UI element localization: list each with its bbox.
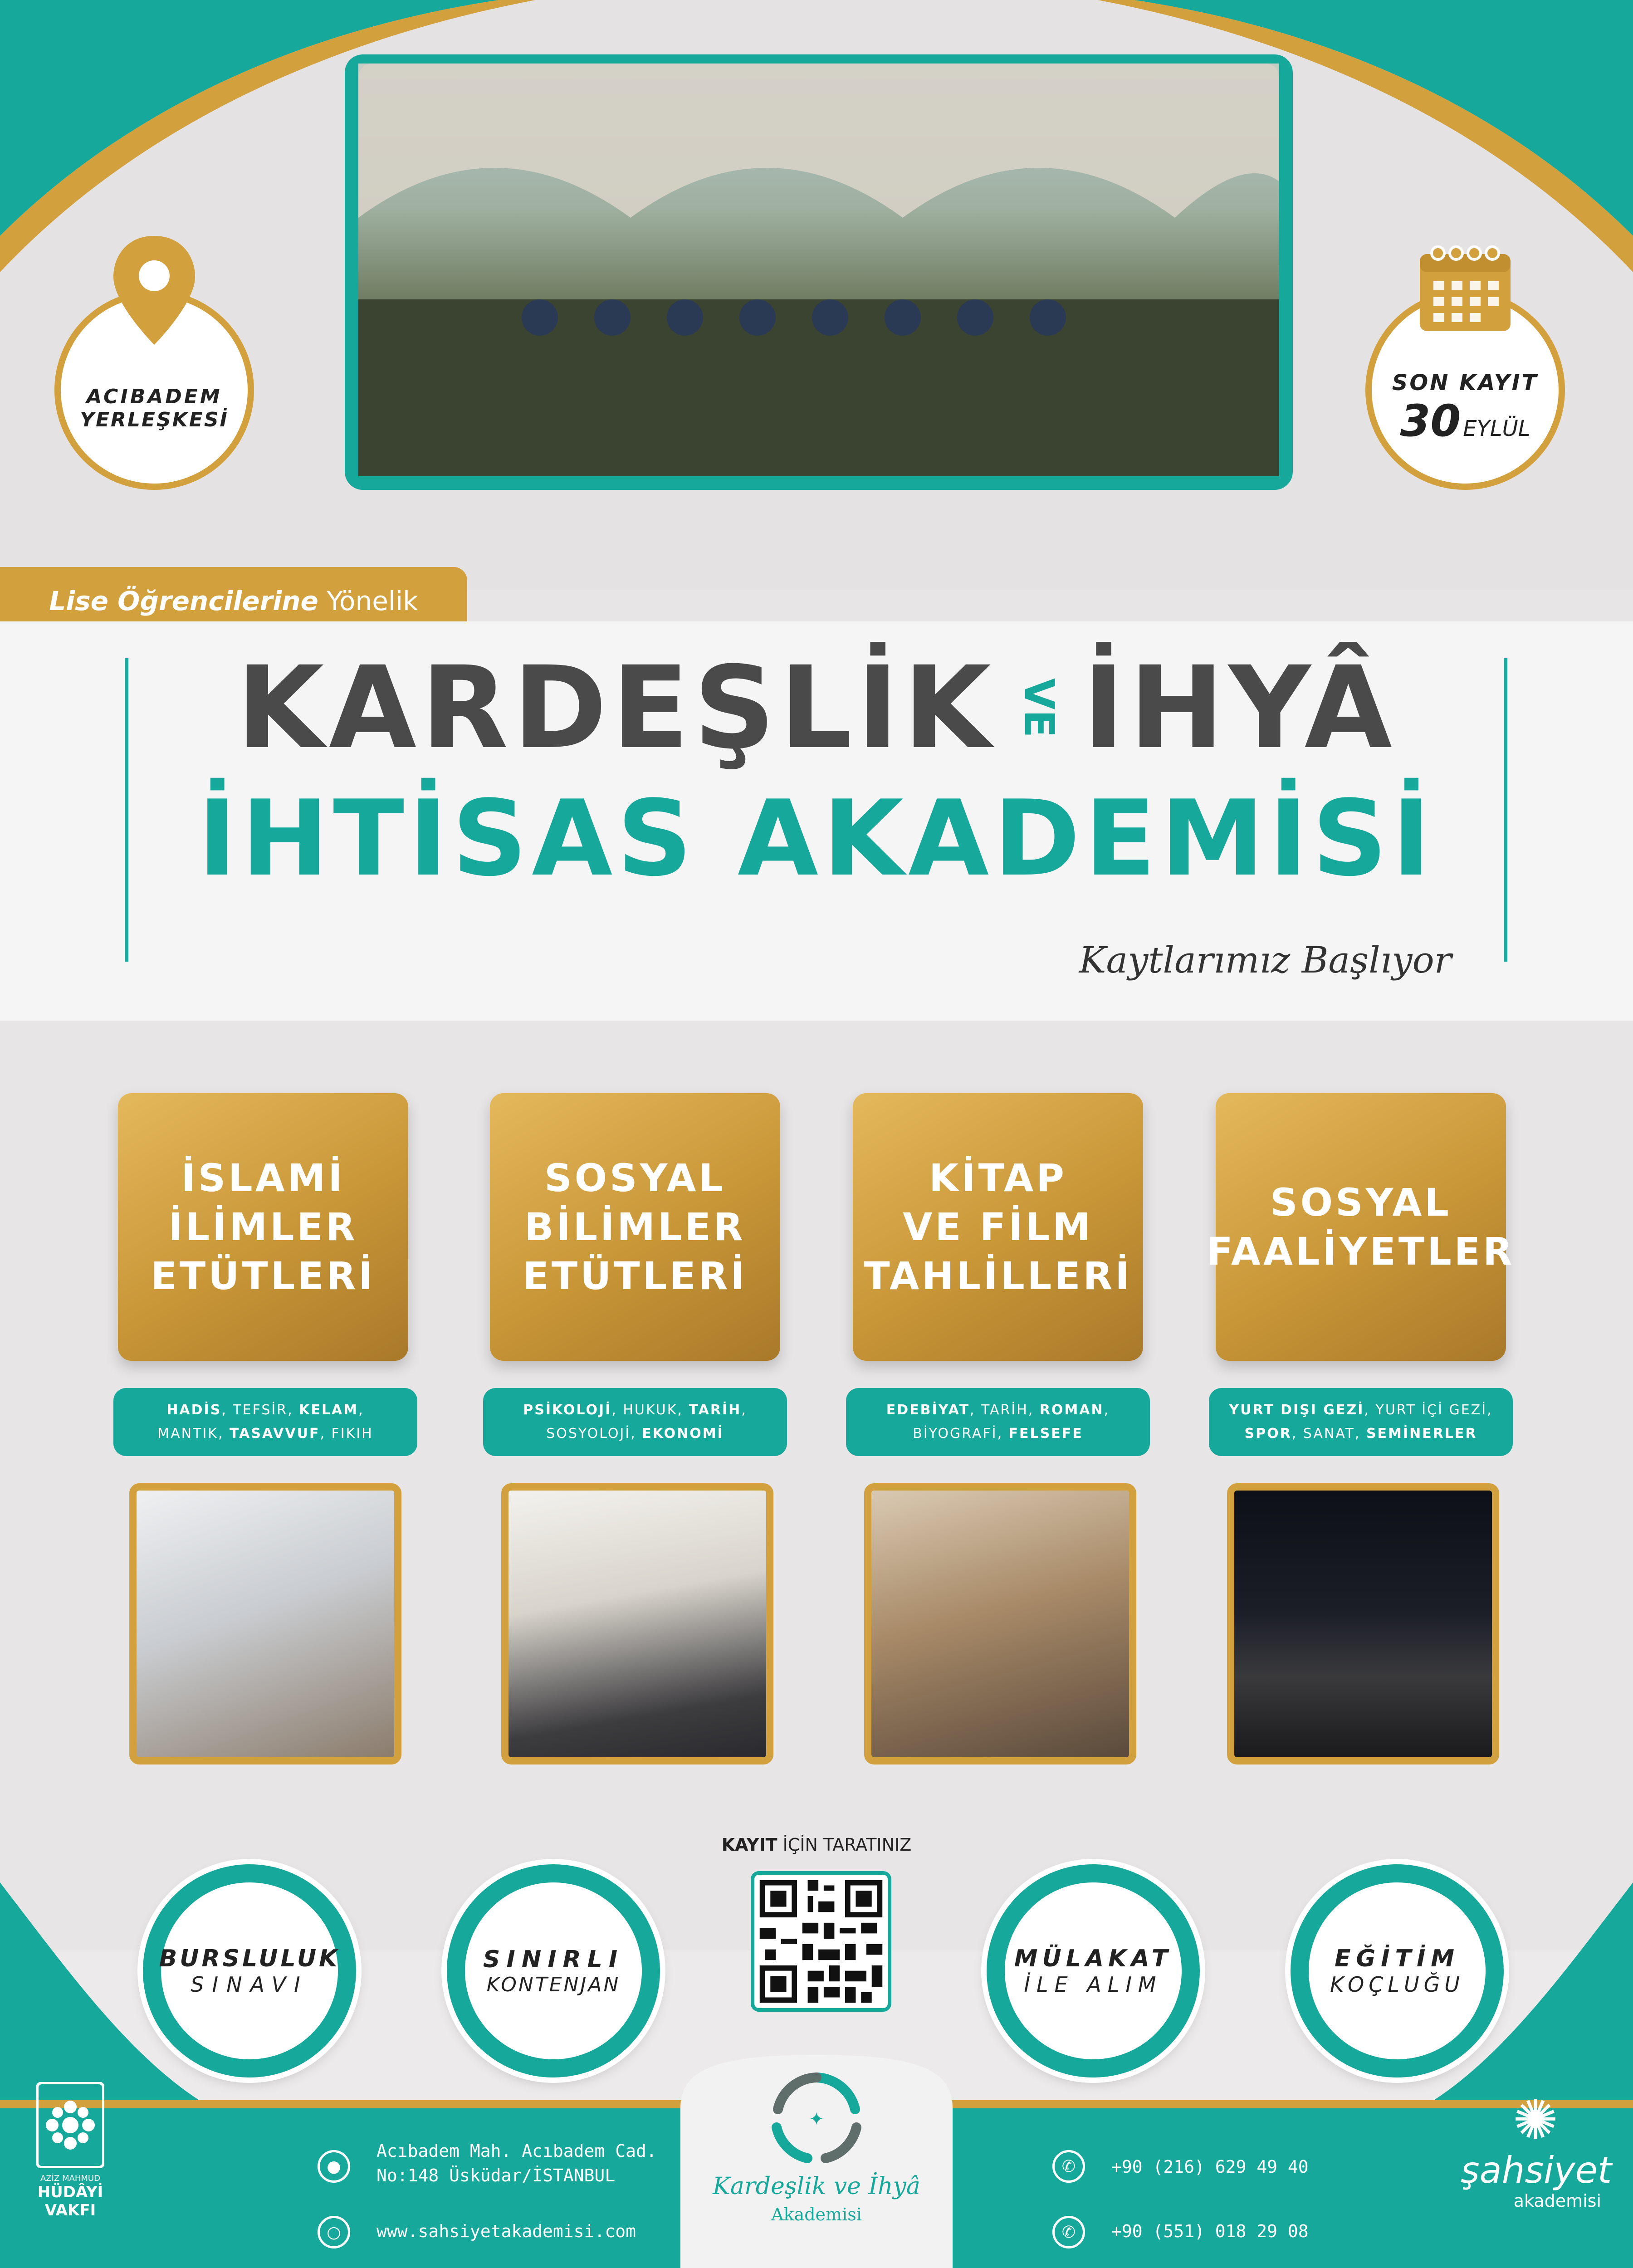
tag: BİYOGRAFİ, bbox=[913, 1426, 1009, 1442]
program-photo-3 bbox=[864, 1483, 1136, 1765]
tag: , HUKUK, bbox=[611, 1402, 689, 1418]
tag: SOSYOLOJİ, bbox=[546, 1426, 642, 1442]
title-line2: İHTİSAS AKADEMİSİ bbox=[198, 778, 1435, 899]
address bbox=[376, 2139, 694, 2188]
sahsiyet-logo-line1: şahsiyet bbox=[1461, 2149, 1612, 2191]
globe-icon: ○ bbox=[318, 2216, 350, 2248]
program-tags-2 bbox=[483, 1388, 787, 1456]
title-line1 bbox=[136, 641, 1497, 774]
tag: SEMİNERLER bbox=[1366, 1426, 1477, 1442]
tag: EDEBİYAT bbox=[886, 1402, 970, 1418]
tag: , bbox=[1104, 1402, 1110, 1418]
tag: , FIKIH bbox=[320, 1426, 373, 1442]
badge-line1: MÜLAKAT bbox=[1014, 1945, 1173, 1972]
hudayi-logo-line1: AZİZ MAHMUD bbox=[40, 2174, 100, 2183]
tag: , TARİH, bbox=[969, 1402, 1040, 1418]
program-title: ETÜTLERİ bbox=[523, 1254, 748, 1298]
svg-text:✦: ✦ bbox=[809, 2109, 824, 2130]
tag: , SANAT, bbox=[1291, 1426, 1366, 1442]
tag: EKONOMİ bbox=[642, 1426, 724, 1442]
program-tags-4 bbox=[1209, 1388, 1513, 1456]
hero-photo bbox=[358, 64, 1279, 476]
badge-line1: BURSLULUK bbox=[159, 1945, 340, 1972]
tag: SPOR bbox=[1244, 1426, 1292, 1442]
program-card-1 bbox=[118, 1093, 408, 1361]
program-title: SOSYAL bbox=[1270, 1180, 1452, 1225]
program-tags-1 bbox=[113, 1388, 417, 1456]
hudayi-logo-line3: VAKFI bbox=[44, 2201, 96, 2219]
title-right-rule bbox=[1504, 658, 1507, 962]
tag: , YURT İÇİ GEZİ, bbox=[1364, 1402, 1493, 1418]
deadline-month: EYLÜL bbox=[1463, 416, 1530, 441]
tag: KELAM bbox=[299, 1402, 359, 1418]
qr-caption bbox=[680, 1835, 953, 1862]
tag: , bbox=[358, 1402, 364, 1418]
tag: , TEFSİR, bbox=[221, 1402, 299, 1418]
location-line1: ACIBADEM bbox=[86, 385, 222, 408]
location-pin-icon bbox=[113, 236, 195, 345]
kardeslik-logo-line2: Akademisi bbox=[771, 2204, 862, 2224]
qr-caption-bold: KAYIT bbox=[721, 1835, 777, 1855]
tag: , bbox=[741, 1402, 747, 1418]
program-title: FAALİYETLER bbox=[1207, 1229, 1515, 1274]
tag: FELSEFE bbox=[1008, 1426, 1083, 1442]
sahsiyet-logo-line2: akademisi bbox=[1513, 2191, 1601, 2211]
tag: TASAVVUF bbox=[230, 1426, 320, 1442]
program-photo-1 bbox=[129, 1483, 401, 1765]
badge-line2: KONTENJAN bbox=[486, 1973, 621, 1996]
program-title: KİTAP bbox=[929, 1156, 1067, 1200]
phone-2[interactable]: +90 (551) 018 29 08 bbox=[1111, 2221, 1309, 2241]
hudayi-logo bbox=[27, 2082, 113, 2263]
calendar-icon bbox=[1420, 245, 1511, 331]
phone-icon: ✆ bbox=[1052, 2216, 1085, 2248]
hudayi-emblem-icon bbox=[36, 2082, 104, 2168]
badge-line1: SINIRLI bbox=[483, 1945, 624, 1973]
tag: HADİS bbox=[166, 1402, 222, 1418]
phone-icon: ✆ bbox=[1052, 2150, 1085, 2183]
tag: PSİKOLOJİ bbox=[523, 1402, 612, 1418]
hudayi-logo-line2: HÜDÂYİ bbox=[37, 2183, 103, 2201]
program-title: ETÜTLERİ bbox=[151, 1254, 376, 1298]
website-link[interactable]: www.sahsiyetakademisi.com bbox=[376, 2221, 636, 2241]
sahsiyet-star-icon: ✺ bbox=[1512, 2089, 1559, 2152]
program-card-4 bbox=[1207, 1093, 1515, 1361]
program-card-3 bbox=[853, 1093, 1143, 1361]
badge-line2: İLE ALIM bbox=[1024, 1972, 1163, 1997]
sahsiyet-logo bbox=[1461, 2091, 1610, 2254]
qr-caption-rest: İÇİN TARATINIZ bbox=[782, 1835, 912, 1855]
kardeslik-logo-line1: Kardeşlik ve İhyâ bbox=[713, 2173, 920, 2200]
address-line1: Acıbadem Mah. Acıbadem Cad. bbox=[376, 2141, 657, 2161]
badge-line2: SINAVI bbox=[191, 1972, 308, 1997]
title-word1: KARDEŞLİK bbox=[236, 641, 996, 774]
tag: MANTIK, bbox=[157, 1426, 230, 1442]
kardeslik-logo-icon bbox=[767, 2068, 866, 2168]
badge-line1: EĞİTİM bbox=[1334, 1945, 1460, 1972]
program-title: İSLAMİ bbox=[181, 1156, 345, 1200]
title-word2: İHYÂ bbox=[1082, 641, 1397, 774]
program-title: BİLİMLER bbox=[524, 1205, 746, 1249]
location-line2: YERLEŞKESİ bbox=[80, 408, 229, 431]
program-photo-4 bbox=[1227, 1483, 1499, 1765]
deadline-day: 30 bbox=[1400, 396, 1461, 446]
audience-bold: Lise Öğrencilerine bbox=[49, 586, 318, 616]
title-left-rule bbox=[125, 658, 128, 962]
phone-1[interactable]: +90 (216) 629 49 40 bbox=[1111, 2157, 1309, 2177]
tag: ROMAN bbox=[1039, 1402, 1104, 1418]
deadline-line1: SON KAYIT bbox=[1392, 370, 1539, 396]
program-title: İLİMLER bbox=[168, 1205, 358, 1249]
title-conj: VE bbox=[1015, 678, 1063, 738]
program-photo-2 bbox=[501, 1483, 773, 1765]
tag: TARİH bbox=[689, 1402, 742, 1418]
tag: YURT DIŞI GEZİ bbox=[1229, 1402, 1364, 1418]
program-title: VE FİLM bbox=[903, 1205, 1093, 1249]
program-tags-3 bbox=[846, 1388, 1150, 1456]
badge-line2: KOÇLUĞU bbox=[1330, 1972, 1464, 1997]
program-title: SOSYAL bbox=[544, 1156, 726, 1200]
audience-rest: Yönelik bbox=[327, 586, 418, 616]
location-icon: ● bbox=[318, 2150, 350, 2183]
program-title: TAHLİLLERİ bbox=[864, 1254, 1132, 1298]
address-line2: No:148 Üsküdar/İSTANBUL bbox=[376, 2165, 616, 2185]
program-card-2 bbox=[490, 1093, 780, 1361]
title-subtitle: Kaytlarımız Başlıyor bbox=[1079, 939, 1452, 981]
